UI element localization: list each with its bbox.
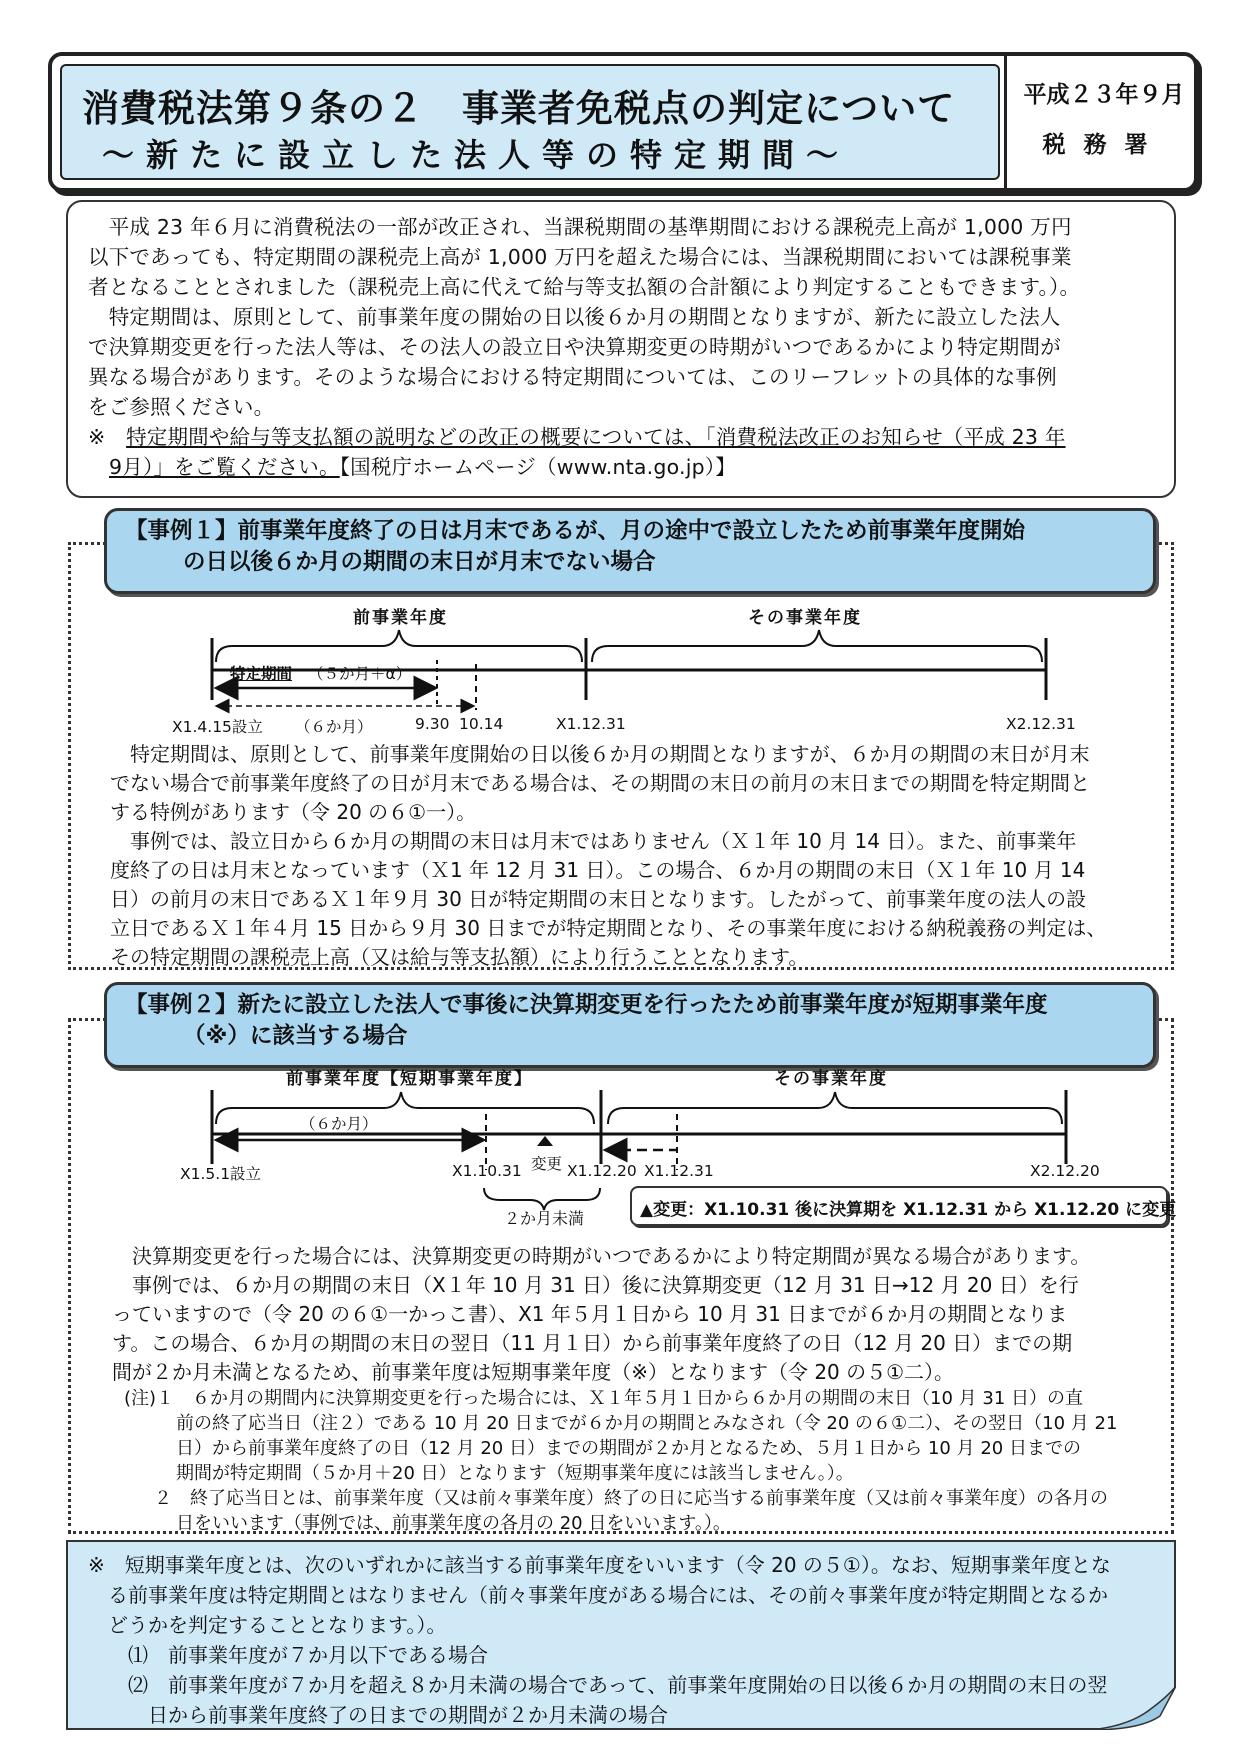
case1-line: その特定期間の課税売上高（又は給与等支払額）により行うこととなります。 <box>110 945 809 969</box>
intro-line: 平成 23 年６月に消費税法の一部が改正され、当課税期間の基準期間における課税売上高が 1,000 万円 <box>88 215 1072 239</box>
case2-line: す。この場合、６か月の期間の末日の翌日（11 月１日）から前事業年度終了の日（12 月 20 日）までの期 <box>112 1331 1073 1355</box>
date-1014: 10.14 <box>459 715 504 733</box>
footer-line: ※ 短期事業年度とは、次のいずれかに該当する前事業年度をいいます（令 20 の５①）。なお、短期事業年度とな <box>88 1553 1111 1577</box>
title-panel <box>60 64 1000 180</box>
note-line: 前の終了応当日（注２）である 10 月 20 日までが６か月の期間とみなされ（令 20 の６①二）、その翌日（10 月 21 <box>176 1413 1118 1434</box>
date-x11231: X1.12.31 <box>644 1162 714 1180</box>
label-under-2-months: ２か月未満 <box>504 1209 585 1228</box>
intro-line: 異なる場合があります。そのような場合における特定期間については、このリーフレットの具体的な事例 <box>88 365 1057 389</box>
note-line: 期間が特定期間（５か月＋20 日）となります（短期事業年度には該当しません。）。 <box>176 1463 854 1484</box>
case1-line: でない場合で前事業年度終了の日が月末である場合は、その期間の末日の前月の末日までの期間を特定期間と <box>110 771 1090 795</box>
label-prev-year: 前事業年度 <box>353 608 448 628</box>
issue-date: 平成２３年９月 <box>1023 82 1185 108</box>
intro-line: 以下であっても、特定期間の課税売上高が 1,000 万円を超えた場合には、当課税期間においては課税事業 <box>88 245 1072 269</box>
header-box <box>48 52 1198 192</box>
case1-line: 特定期間は、原則として、前事業年度開始の日以後６か月の期間となりますが、６か月の期間の末日が月末 <box>110 742 1090 766</box>
case1-line: 日）の前月の末日であるＸ１年９月 30 日が特定期間の末日となります。したがって、前事業年度の法人の設 <box>110 887 1087 911</box>
intro-note-text: 特定期間や給与等支払額の説明などの改正の概要については、「消費税法改正のお知らせ（平成 23 年 <box>126 425 1066 449</box>
case2-heading-line: （※）に該当する場合 <box>183 1023 408 1049</box>
date-930: 9.30 <box>415 715 450 733</box>
footer-line: 日から前事業年度終了の日までの期間が２か月未満の場合 <box>108 1703 668 1727</box>
case2-heading <box>104 982 1156 1068</box>
case2-line: っていますので（令 20 の６①一かっこ書）、X1 年５月１日から 10 月 31 日までが６か月の期間となりま <box>112 1302 1068 1326</box>
header-divider <box>1004 56 1007 188</box>
case2-text <box>112 1242 1090 1387</box>
issuer: 税務署 <box>1042 132 1166 158</box>
date-start: X1.4.15設立 <box>172 718 263 736</box>
note-line: 日）から前事業年度終了の日（12 月 20 日）までの期間が２か月となるため、５月１日から 10 月 20 日までの <box>176 1438 1081 1459</box>
label-change: 変更 <box>531 1155 563 1173</box>
page-curl-icon <box>1090 1686 1176 1730</box>
label-this-year: その事業年度 <box>748 608 862 628</box>
footer-note-box <box>66 1540 1176 1730</box>
label-prev-year-short: 前事業年度【短期事業年度】 <box>286 1069 533 1089</box>
case2-notes <box>124 1386 1117 1536</box>
intro-note-text: 9月）」をご覧ください。 <box>109 455 340 479</box>
label-six-months: （６か月） <box>300 1115 378 1133</box>
intro-box <box>66 200 1176 498</box>
intro-line: 特定期間は、原則として、前事業年度の開始の日以後６か月の期間となりますが、新たに設立した法人 <box>88 305 1061 329</box>
label-specific-period-length: （５か月＋α） <box>308 665 412 683</box>
case2-line: 間が２か月未満となるため、前事業年度は短期事業年度（※）となります（令 20 の５①二）。 <box>112 1360 955 1384</box>
page-title: 消費税法第９条の２ 事業者免税点の判定について <box>82 87 956 130</box>
label-specific-period: 特定期間 <box>230 665 293 683</box>
date-x11031: X1.10.31 <box>452 1162 522 1180</box>
footer-line: ⑵ 前事業年度が７か月を超え８か月未満の場合であって、前事業年度開始の日以後６か月の期間の末日の翌 <box>108 1673 1108 1697</box>
intro-line: をご参照ください。 <box>88 395 275 419</box>
case2-line: 事例では、６か月の期間の末日（X１年 10 月 31 日）後に決算期変更（12 月 31 日→12 月 20 日）を行 <box>112 1273 1079 1297</box>
intro-line: で決算期変更を行った法人等は、その法人の設立日や決算期変更の時期がいつであるかにより特定期間が <box>88 335 1061 359</box>
footer-line: ⑴ 前事業年度が７か月以下である場合 <box>108 1643 488 1667</box>
intro-line: 者となることとされました（課税売上高に代えて給与等支払額の合計額により判定することもできます。）。 <box>88 275 1081 299</box>
label-this-year: その事業年度 <box>774 1069 888 1089</box>
case1-text <box>110 740 1106 972</box>
label-six-months: （６か月） <box>295 718 373 736</box>
date-x11220: X1.12.20 <box>567 1162 637 1180</box>
note-line: ２ 終了応当日とは、前事業年度（又は前々事業年度）終了の日に応当する前事業年度（又は前々事業年度）の各月の <box>154 1488 1108 1509</box>
case1-heading-line: の日以後６か月の期間の末日が月末でない場合 <box>183 549 656 575</box>
case1-heading-line: 【事例１】前事業年度終了の日は月末であるが、月の途中で設立したため前事業年度開始 <box>125 518 1026 544</box>
date-start: X1.5.1設立 <box>180 1165 262 1183</box>
date-x21231: X2.12.31 <box>1006 715 1076 733</box>
footer-line: る前事業年度は特定期間とはなりません（前々事業年度がある場合には、その前々事業年度が特定期間となるか <box>108 1583 1108 1607</box>
case2-line: 決算期変更を行った場合には、決算期変更の時期がいつであるかにより特定期間が異なる場合があります。 <box>112 1244 1091 1268</box>
note-mark: ※ <box>88 425 127 449</box>
change-note-box: ▲変更：X1.10.31 後に決算期を X1.12.31 から X1.12.20 に変更 <box>630 1186 1168 1226</box>
case2-heading-line: 【事例２】新たに設立した法人で事後に決算期変更を行ったため前事業年度が短期事業年度 <box>125 992 1048 1018</box>
date-x11231: X1.12.31 <box>556 715 626 733</box>
case1-line: 事例では、設立日から６か月の期間の末日は月末ではありません（Ｘ１年 10 月 14 日）。また、前事業年 <box>110 829 1077 853</box>
nta-homepage-link[interactable]: 【国税庁ホームページ（www.nta.go.jp）】 <box>339 455 736 479</box>
intro-note-line <box>88 422 1162 452</box>
footer-line: どうかを判定することとなります。）。 <box>108 1613 447 1637</box>
case1-heading <box>104 508 1156 594</box>
case1-line: 度終了の日は月末となっています（Ｘ1 年 12 月 31 日）。この場合、６か月の期間の末日（Ｘ１年 10 月 14 <box>110 858 1086 882</box>
intro-note-line <box>88 452 1162 482</box>
note-line: (注)１ ６か月の期間内に決算期変更を行った場合には、Ｘ１年５月１日から６か月の期間の末日（10 月 31 日）の直 <box>124 1388 1084 1409</box>
case1-line: する特例があります（令 20 の６①一）。 <box>110 800 477 824</box>
page-subtitle: ～新たに設立した法人等の特定期間～ <box>102 136 851 174</box>
case1-line: 立日であるＸ１年４月 15 日から９月 30 日までが特定期間となり、その事業年度における納税義務の判定は、 <box>110 916 1107 940</box>
date-x21220: X2.12.20 <box>1030 1162 1100 1180</box>
note-line: 日をいいます（事例では、前事業年度の各月の 20 日をいいます。）。 <box>176 1513 731 1534</box>
